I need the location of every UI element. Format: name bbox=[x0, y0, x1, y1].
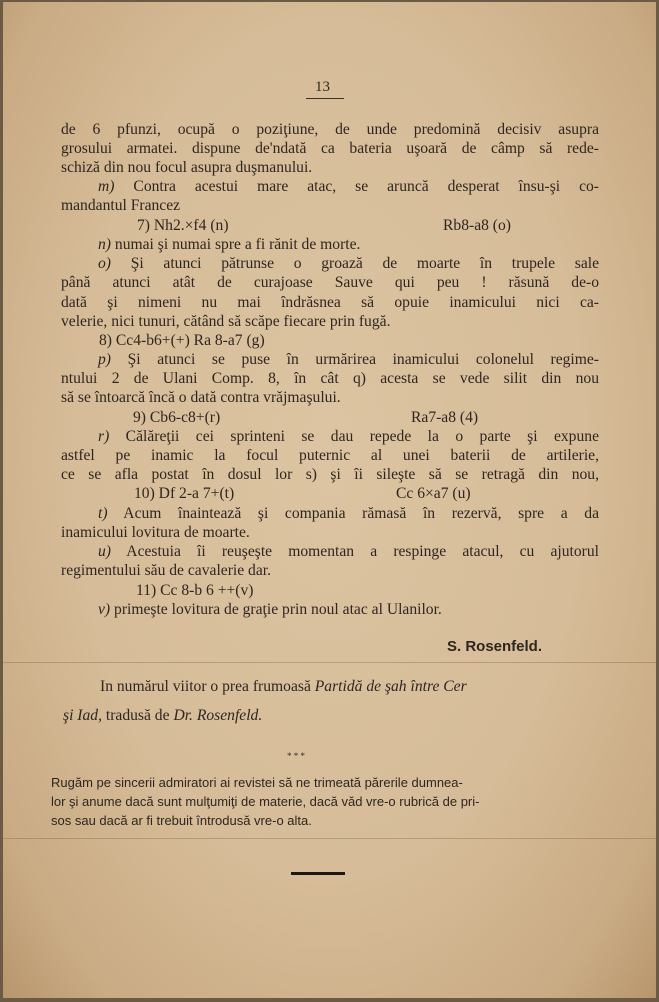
annotation-r: r) Călăreţii cei sprinteni se dau repede la o parte şi expune bbox=[98, 428, 599, 445]
annotation-o: o) Şi atunci pătrunse o groază de moarte în trupele sale bbox=[98, 255, 599, 272]
end-rule bbox=[291, 872, 345, 875]
text-line: schiză din nou focul asupra duşmanului. bbox=[61, 159, 313, 176]
text-line: astfel pe inamic la focul puternic al unei baterii de artilerie, bbox=[61, 447, 599, 464]
page-number: 13 bbox=[315, 79, 330, 95]
move-11: 11) Cc 8-b 6 ++(v) bbox=[136, 582, 254, 599]
note-line: lor şi anume dacă sunt mulţumiţi de materie, dacă văd vre-o rubrică de pri- bbox=[51, 794, 480, 809]
annotation-p: p) Şi atunci se puse în urmărirea inamicului colonelul regime- bbox=[98, 351, 599, 368]
author-signature: S. Rosenfeld. bbox=[447, 638, 543, 655]
document-page bbox=[3, 2, 656, 998]
annotation-n: n) numai şi numai spre a fi rănit de morte. bbox=[98, 236, 361, 253]
text-line: până atunci atât de curajoase Sauve qui peu ! răsună de-o bbox=[61, 274, 599, 291]
text-line: mandantul Francez bbox=[61, 197, 181, 214]
move-7-white: 7) Nh2.×f4 (n) bbox=[137, 217, 229, 234]
announcement-line-2: şi Iad, tradusă de Dr. Rosenfeld. bbox=[63, 707, 263, 724]
text-line: inamicului lovitura de moarte. bbox=[61, 524, 250, 541]
text-line: velerie, nici tunuri, cătând să scăpe fiecare prin fugă. bbox=[61, 313, 391, 330]
fold-line bbox=[3, 838, 656, 839]
move-10-white: 10) Df 2-a 7+(t) bbox=[134, 485, 235, 502]
announcement-line-1: In numărul viitor o prea frumoasă Partidă de şah între Cer bbox=[100, 678, 467, 695]
note-line: Rugăm pe sincerii admiratori ai revistei să ne trimeată părerile dumnea- bbox=[51, 775, 463, 790]
text-line: ntului 2 de Ulani Comp. 8, în cât q) acesta se vede silit din nou bbox=[61, 370, 599, 387]
text-line: de 6 pfunzi, ocupă o poziţiune, de unde predomină decisiv asupra bbox=[61, 121, 599, 138]
move-10-black: Cc 6×a7 (u) bbox=[396, 485, 471, 502]
annotation-v: v) primeşte lovitura de graţie prin noul atac al Ulanilor. bbox=[98, 601, 442, 618]
page-number-rule bbox=[306, 98, 344, 99]
move-8: 8) Cc4-b6+(+) Ra 8-a7 (g) bbox=[99, 332, 265, 349]
move-9-black: Ra7-a8 (4) bbox=[411, 409, 479, 426]
text-line: dată şi nimeni nu mai îndrăsnea să opuie inamicului nici ca- bbox=[61, 294, 599, 311]
text-line: să se întoarcă încă o dată contra vrăjmaşului. bbox=[61, 389, 341, 406]
annotation-m: m) Contra acestui mare atac, se aruncă desperat însu-şi co- bbox=[98, 178, 599, 195]
text-line: grosului armatei. dispune de'ndată ca bateria uşoară de câmp să rede- bbox=[61, 140, 599, 157]
text-line: ce se afla postat în dosul lor s) şi îi sileşte să se retragă din nou, bbox=[61, 466, 599, 483]
text-line: regimentului său de cavalerie dar. bbox=[61, 562, 271, 579]
annotation-t: t) Acum înaintează şi compania rămasă în rezervă, spre a da bbox=[98, 505, 599, 522]
asterism: * * * bbox=[287, 751, 305, 761]
move-7-black: Rb8-a8 (o) bbox=[443, 217, 511, 234]
annotation-u: u) Acestuia îi reuşeşte momentan a respinge atacul, cu ajutorul bbox=[98, 543, 599, 560]
fold-line bbox=[3, 662, 656, 663]
move-9-white: 9) Cb6-c8+(r) bbox=[133, 409, 221, 426]
note-line: sos sau dacă ar fi trebuit întrodusă vre-o alta. bbox=[51, 813, 312, 828]
